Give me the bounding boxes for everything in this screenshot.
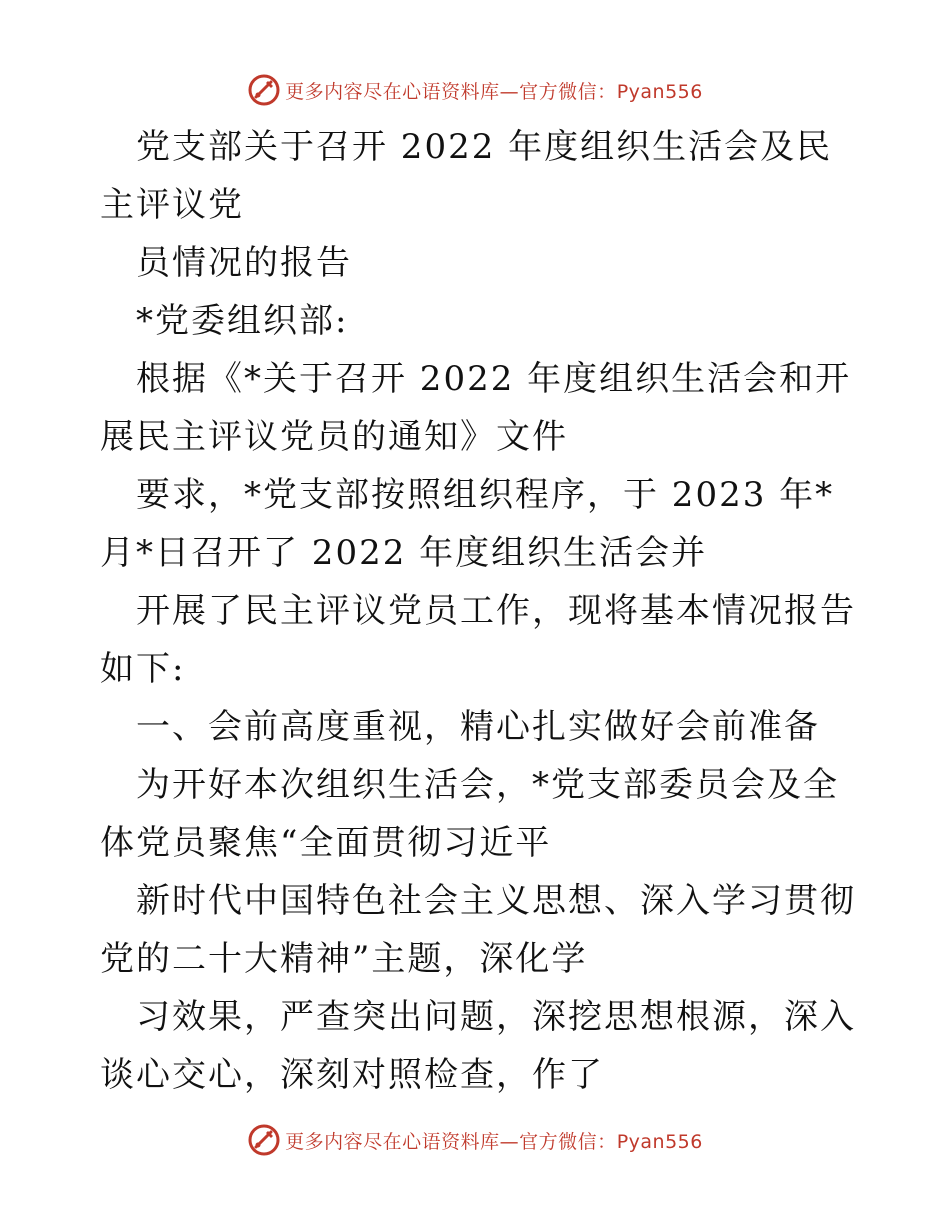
brand-logo-icon xyxy=(247,73,281,107)
banner-site-name: 更多内容尽在心语资料库 xyxy=(285,80,500,103)
header-watermark-banner xyxy=(0,70,950,110)
paragraph-body: 新时代中国特色社会主义思想、深入学习贯彻党的二十大精神”主题，深化学 xyxy=(100,881,856,979)
brand-logo-icon xyxy=(247,1123,281,1157)
paragraph-body: 为开好本次组织生活会，*党支部委员会及全体党员聚焦“全面贯彻习近平 xyxy=(100,765,839,863)
paragraph-salutation: *党委组织部: xyxy=(136,301,349,341)
footer-watermark-banner xyxy=(0,1120,950,1160)
banner-site-name: 更多内容尽在心语资料库 xyxy=(285,1130,500,1153)
footer-watermark-text xyxy=(285,1127,703,1154)
banner-official-label: 官方微信： xyxy=(519,80,617,103)
paragraph-title-line-1: 党支部关于召开 2022 年度组织生活会及民主评议党 xyxy=(100,127,833,225)
paragraph-body: 习效果，严查突出问题，深挖思想根源，深入谈心交心，深刻对照检查，作了 xyxy=(100,997,856,1095)
header-watermark-text xyxy=(285,77,703,104)
paragraph-title-line-2: 员情况的报告 xyxy=(136,243,352,283)
section-heading-1: 一、会前高度重视，精心扎实做好会前准备 xyxy=(136,707,820,747)
paragraph-body: 开展了民主评议党员工作，现将基本情况报告如下: xyxy=(100,591,856,689)
banner-wechat-id: Pyan556 xyxy=(616,1130,703,1153)
banner-official-label: 官方微信： xyxy=(519,1130,617,1153)
paragraph-body: 根据《*关于召开 2022 年度组织生活会和开展民主评议党员的通知》文件 xyxy=(100,359,852,457)
paragraph-body: 要求，*党支部按照组织程序，于 2023 年*月*日召开了 2022 年度组织生活会并 xyxy=(100,475,835,573)
banner-dash: — xyxy=(499,1130,520,1153)
banner-wechat-id: Pyan556 xyxy=(616,80,703,103)
banner-dash: — xyxy=(499,80,520,103)
document-body xyxy=(100,118,860,1104)
